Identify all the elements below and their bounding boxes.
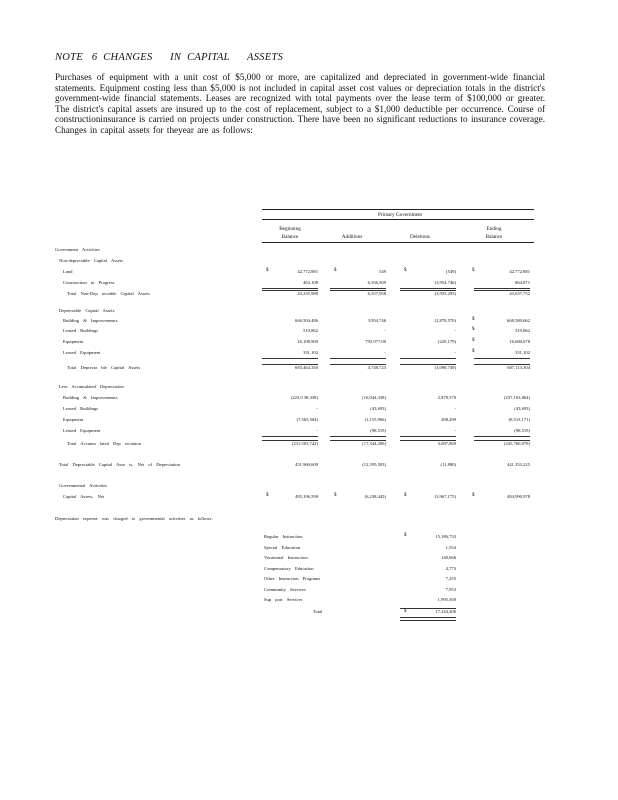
depreciation-function-label: Compensatory Education [264,565,314,571]
table-cell: 6,357,058 [367,291,386,296]
total-rule [262,364,318,365]
table-row-label: Depreciable Capital Assets [59,308,115,313]
depreciation-function-label: Special Education [264,544,301,550]
table-cell: (3,967,175) [434,494,456,499]
table-cell: - [454,328,456,333]
depreciation-total-value: 17,344,206 [435,608,456,614]
depreciation-function-value: 7,255 [445,576,456,581]
table-cell: 3,087,869 [437,441,456,446]
table-cell: 6,356,509 [367,280,386,285]
depreciation-function-label: Vocational Instruction [264,555,308,560]
depreciation-function-label: Other Instruction Programs [264,576,321,581]
total-rule [330,364,386,365]
table-cell: 687,113,304 [507,365,530,370]
depreciation-total-double-rule [400,617,456,621]
table-cell: (17,344,206) [362,441,386,446]
table-cell: 441,353,225 [507,462,530,467]
total-rule [474,440,530,441]
subtotal-rule [474,436,530,437]
table-cell: (43,693) [514,406,530,411]
dollar-sign: $ [404,533,407,538]
table-row-label: Non-depreciable Capital Assets [59,258,123,263]
depreciation-intro: Depreciation expense was charged to governmental activities as follows: [55,516,213,521]
total-rule [262,440,318,441]
note-paragraph: Purchases of equipment with a unit cost of $5,000 or more, are capitalized and depreciated in government-wide financial statements. Equipment costing less than $5,000 is not included in capital asset cost values or depreciation totals in the district's government-wide financial statements. Leases are recognized with total payments over the lease term of $100,000 or greater. The district's capital assets are insured up to the cost of replacement, subject to a $1,000 deductible per occurrence. Course of constructioninsurance is carried on projects under construction. There have been no significant reductions to insurance coverage. Changes in capital assets for theyear are as follows: [55,72,545,135]
table-cell: (7,565,504) [296,417,318,422]
dollar-sign: $ [334,493,337,498]
table-cell: 484,990,978 [507,494,530,499]
table-cell: 42,772,881 [509,269,530,274]
subtotal-rule [400,436,456,437]
depreciation-function-value: 1,995,300 [437,597,456,602]
dollar-sign: $ [472,327,475,332]
table-cell: - [316,428,318,433]
table-row-label: Building & Improvements [63,395,118,400]
table-cell: 2,878,570 [437,395,456,400]
depreciation-function-value: 1,554 [445,544,456,550]
table-cell: - [316,406,318,411]
table-cell: (12,595,503) [362,462,386,467]
depreciation-function-label: Regular Instruction [264,534,303,539]
dollar-sign: $ [472,338,475,343]
table-cell: - [454,428,456,433]
table-cell: (549) [446,269,456,274]
table-cell: 3,954,746 [367,318,386,323]
table-cell: (223,9 38,338) [290,395,318,400]
dollar-sign: $ [472,349,475,354]
table-cell: 42,772,881 [297,269,318,274]
subtotal-rule [262,436,318,437]
total-rule [400,364,456,365]
note-title: NOTE 6 CHANGES IN CAPITAL ASSETS [55,52,284,63]
table-cell: 519,862 [303,328,318,333]
table-cell: (6,238,445) [364,494,386,499]
table-cell: 666,504,486 [295,318,318,323]
table-row-label: Total Depreciable Capital Asse ts, Net of Depreciation [59,462,180,467]
header-rule-bottom [262,242,534,243]
table-row-label: Leased Buildings [63,328,99,333]
total-rule [400,290,456,291]
table-cell: 495,196,598 [295,494,318,499]
subtotal-rule [262,358,318,359]
table-cell: 793,977.00 [365,339,386,344]
depreciation-function-label: Sup port Services [264,597,303,602]
table-cell: 451,960,609 [295,462,318,467]
dollar-sign: $ [266,268,269,273]
dollar-sign: $ [472,493,475,498]
table-row-label: Total Non-Dep reciable Capital Assets [67,291,150,296]
dollar-sign: $ [334,268,337,273]
table-cell: 16,680,678 [509,339,530,344]
col-additions-header: Additions [341,234,363,240]
table-cell: 668,580,662 [507,318,530,323]
dollar-sign: $ [266,493,269,498]
table-cell: (11,880) [440,462,456,467]
table-cell: 864,871 [515,280,530,285]
subtotal-rule [400,358,456,359]
table-row-label: Leased Buildings [63,406,99,411]
depreciation-function-label: Community Services [264,586,306,592]
subtotal-rule [330,288,386,289]
table-cell: (237,103,864) [503,395,530,400]
table-row-label: Government Activities [55,247,100,252]
table-cell: (220,179) [438,339,456,344]
dollar-sign: $ [472,317,475,322]
table-cell: (2,878,570) [434,318,456,323]
total-rule [330,440,386,441]
primary-government-header: Primary Government [378,212,422,218]
table-cell: (43,693) [370,406,386,411]
table-row-label: Equipment [63,417,84,422]
table-cell: - [454,406,456,411]
table-cell: 683,464,350 [295,365,318,370]
table-cell: (3,098,749) [434,365,456,370]
subtotal-rule [474,288,530,289]
table-cell: (98,519) [370,428,386,433]
col-ending-header: Ending [486,226,502,232]
depreciation-total-label: Total [313,608,323,614]
table-cell: (3,955,295) [434,291,456,296]
dollar-sign: $ [404,608,407,614]
col-ending-header-2: Balance [485,234,503,240]
dollar-sign: $ [404,268,407,273]
table-cell: 331,102 [303,350,318,355]
subtotal-rule [262,288,318,289]
dollar-sign: $ [404,493,407,498]
col-beginning-header-2: Balance [281,234,299,240]
table-cell: - [384,328,386,333]
table-cell: (98,519) [514,428,530,433]
header-rule-mid [262,219,534,220]
table-cell: 463,108 [303,280,318,285]
table-cell: - [384,350,386,355]
table-row-label: Governmental Activities [59,483,108,488]
table-cell: 16,108,900 [297,339,318,344]
total-rule [474,290,530,291]
table-cell: 549 [379,269,386,274]
table-cell: 4,748,723 [367,365,386,370]
total-rule [474,364,530,365]
table-cell: 43,637,752 [509,291,530,296]
subtotal-rule [330,436,386,437]
depreciation-function-value: 15,186,733 [435,534,456,539]
total-rule [330,290,386,291]
total-rule [262,290,318,291]
table-row-label: Leased Equipment [63,350,101,355]
table-row-label: Total Deprecia ble Capital Assets [67,365,141,370]
subtotal-rule [330,358,386,359]
table-row-label: Leased Equipment [63,428,101,433]
depreciation-function-value: 140,666 [441,555,456,560]
table-cell: 43,235,989 [297,291,318,296]
subtotal-rule [400,288,456,289]
table-cell: (8,513,171) [508,417,530,422]
table-cell: (16,044,338) [362,395,386,400]
table-row-label: Building & Improvements [63,318,118,323]
table-cell: (1,155,966) [364,417,386,422]
col-beginning-header: Beginning [279,226,301,232]
table-row-label: Less Accumulated Depreciation [59,384,124,389]
table-cell: (3,954,746) [434,280,456,285]
depreciation-function-value: 7,953 [445,586,456,592]
table-row-label: Land [63,269,73,274]
table-cell: - [454,350,456,355]
table-row-label: Construction in Progress [63,280,115,285]
table-row-label: Equipment [63,339,84,344]
table-cell: 208,299 [441,417,456,422]
depreciation-function-value: 4,773 [445,565,456,571]
table-cell: 331,102 [515,350,530,355]
col-deletions-header: Deletions [410,234,430,240]
subtotal-rule [474,358,530,359]
table-row-label: Capital Assets, Net [63,494,105,499]
table-row-label: Total Accumu lated Dep reciation [67,441,141,446]
dollar-sign: $ [472,268,475,273]
table-cell: (245,760,079) [503,441,530,446]
table-cell: 519,862 [515,328,530,333]
table-cell: (231,503,742) [291,441,318,446]
total-rule [400,440,456,441]
header-rule-top [262,209,534,210]
